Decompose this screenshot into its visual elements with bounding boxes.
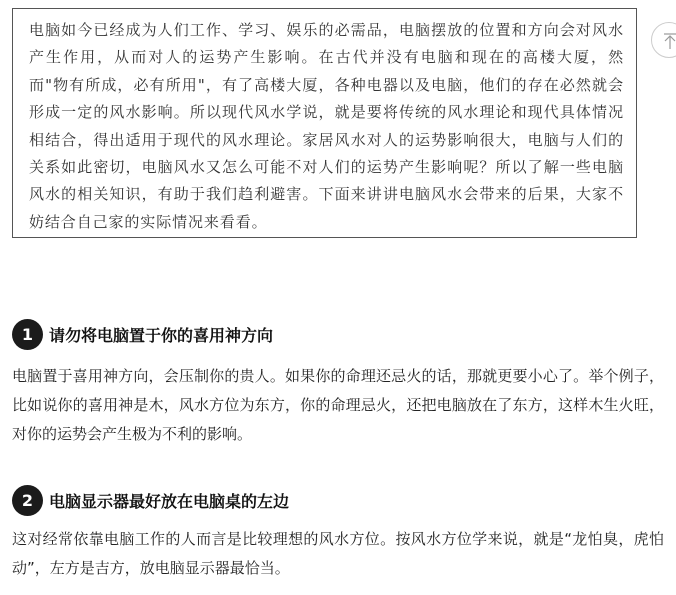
section-body-1: 电脑置于喜用神方向，会压制你的贵人。如果你的命理还忌火的话，那就更要小心了。举个例子，比如说你的喜用神是木，风水方位为东方，你的命理忌火，还把电脑放在了东方，这样木生火旺，对你的运势会产生极为不利的影响。 <box>12 367 664 443</box>
section-header-2 <box>12 483 289 517</box>
section-number-badge: 2 <box>12 485 43 516</box>
section-body-2: 这对经常依靠电脑工作的人而言是比较理想的风水方位。按风水方位学来说，就是“龙怕臭，虎怕动”，左方是吉方，放电脑显示器最恰当。 <box>12 530 664 577</box>
intro-paragraph: 电脑如今已经成为人们工作、学习、娱乐的必需品，电脑摆放的位置和方向会对风水产生作用，从而对人的运势产生影响。在古代并没有电脑和现在的高楼大厦，然而"物有所成，必有所用"，有了高楼大厦，各种电器以及电脑，他们的存在必然就会形成一定的风水影响。所以现代风水学说，就是要将传统的风水理论和现代具体情况相结合，得出适用于现代的风水理论。家居风水对人的运势影响很大，电脑与人们的关系如此密切，电脑风水又怎么可能不对人们的运势产生影响呢？所以了解一些电脑风水的相关知识，有助于我们趋利避害。下面来讲讲电脑风水会带来的后果，大家不妨结合自己家的实际情况来看看。 <box>29 21 624 231</box>
section-title: 请勿将电脑置于你的喜用神方向 <box>49 325 274 345</box>
intro-text-box <box>12 8 637 238</box>
section-number-badge: 1 <box>12 319 43 350</box>
section-header-1 <box>12 317 273 351</box>
back-to-top-button[interactable] <box>651 22 676 58</box>
section-title: 电脑显示器最好放在电脑桌的左边 <box>49 491 290 511</box>
arrow-up-to-top-icon <box>660 31 676 51</box>
